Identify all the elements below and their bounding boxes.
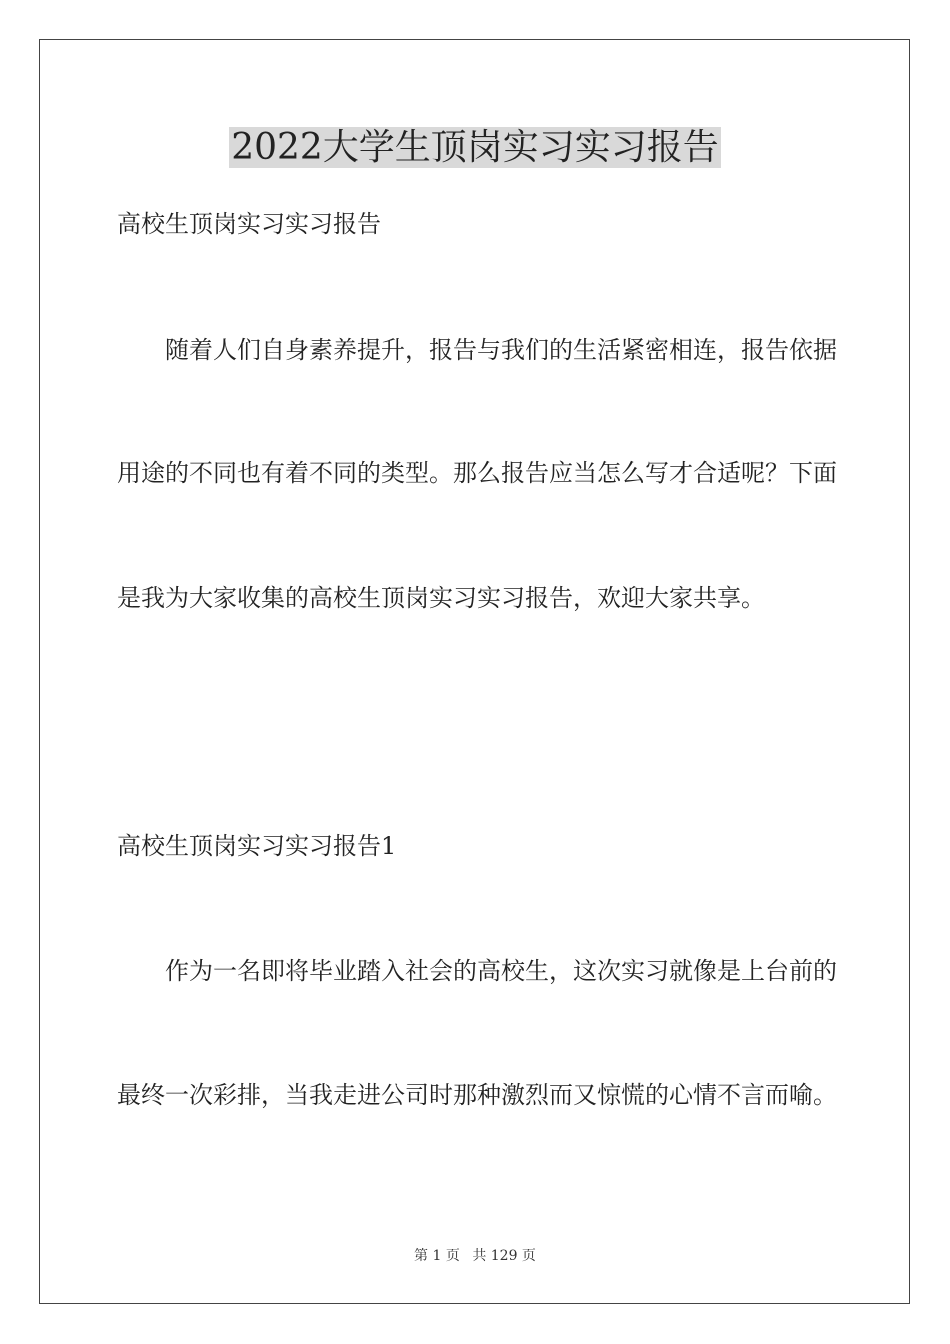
section-heading: 高校生顶岗实习实习报告1 [117, 832, 397, 860]
total-pages: 共 129 页 [472, 1248, 536, 1264]
intro-line-1: 随着人们自身素养提升，报告与我们的生活紧密相连，报告依据 [165, 336, 837, 364]
document-title [0, 126, 950, 170]
section-line-2: 最终一次彩排，当我走进公司时那种激烈而又惊慌的心情不言而喻。 [117, 1081, 837, 1109]
document-title-text: 2022大学生顶岗实习实习报告 [231, 127, 719, 168]
section-line-1: 作为一名即将毕业踏入社会的高校生，这次实习就像是上台前的 [165, 957, 837, 985]
intro-line-3: 是我为大家收集的高校生顶岗实习实习报告，欢迎大家共享。 [117, 584, 765, 612]
document-subtitle: 高校生顶岗实习实习报告 [117, 210, 381, 238]
page-footer [0, 1247, 950, 1265]
intro-line-2: 用途的不同也有着不同的类型。那么报告应当怎么写才合适呢？下面 [117, 459, 837, 487]
page-number: 第 1 页 [414, 1248, 460, 1264]
